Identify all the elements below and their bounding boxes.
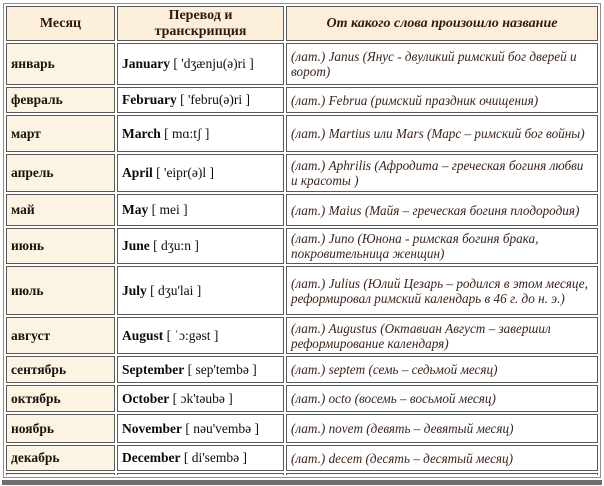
translation-cell [117,87,284,113]
english-name: May [122,202,149,218]
origin-cell: (лат.) Janus (Янус - двуликий римский бог дверей и ворот) [286,43,598,85]
table-row-april [6,154,598,192]
english-name: August [122,327,164,343]
table-row-july [6,266,598,315]
transcription: [ ˈɔ:gəst ] [166,327,219,343]
table-row-june [6,228,598,264]
transcription: [ di'sembə ] [183,450,248,466]
english-name: September [122,361,185,377]
english-name: February [122,92,177,108]
origin-cell: (лат.) Julius (Юлий Цезарь – родился в этом месяце, реформировал римский календарь в 46 г. до н. э.) [286,266,598,315]
transcription: [ 'febru(ə)ri ] [180,92,251,108]
month-cell: октябрь [6,385,115,412]
months-table [3,3,601,478]
transcription: [ dʒu'lai ] [150,282,202,298]
table-row-august [6,317,598,354]
translation-cell [117,154,284,192]
transcription: [ mei ] [151,202,188,218]
header-origin: От какого слова произошло название [286,6,598,41]
transcription: [ ɔk'təubə ] [172,390,233,406]
translation-cell [117,43,284,85]
origin-cell: (лат.) decem (десять – десятый месяц) [286,445,598,471]
partial-clipped-row [6,473,598,475]
translation-cell [117,266,284,315]
origin-cell: (лат.) Juno (Юнона - римская богиня брака, покровительница женщин) [286,228,598,264]
table-row-september [6,356,598,383]
month-cell: ноябрь [6,414,115,443]
english-name: January [122,56,171,72]
english-name: April [122,165,153,181]
translation-cell [117,414,284,443]
partial-cell [6,473,115,475]
month-cell: июнь [6,228,115,264]
origin-cell: (лат.) novem (девять – девятый месяц) [286,414,598,443]
months-etymology-table-page [0,3,604,486]
table-row-may [6,194,598,226]
header-row [6,6,598,41]
transcription: [ mɑ:tʃ ] [164,125,210,141]
english-name: March [122,125,161,141]
translation-cell [117,445,284,471]
table-row-december [6,445,598,471]
translation-cell [117,317,284,354]
partial-cell [117,473,284,475]
origin-cell: (лат.) octo (восемь – восьмой месяц) [286,385,598,412]
english-name: June [122,238,150,254]
month-cell: март [6,115,115,152]
translation-cell [117,228,284,264]
transcription: [ 'dʒænju(ə)ri ] [173,56,254,72]
transcription: [ 'eipr(ə)l ] [156,165,215,181]
origin-cell: (лат.) Februa (римский праздник очищения) [286,87,598,113]
transcription: [ dʒu:n ] [153,238,199,254]
table-row-november [6,414,598,443]
english-name: October [122,390,170,406]
month-cell: июль [6,266,115,315]
month-cell: январь [6,43,115,85]
english-name: July [122,282,147,298]
origin-cell: (лат.) Aphrilis (Афродита – греческая богиня любви и красоты ) [286,154,598,192]
table-row-january [6,43,598,85]
transcription: [ nəu'vembə ] [185,420,260,436]
translation-cell [117,194,284,226]
month-cell: август [6,317,115,354]
table-row-march [6,115,598,152]
origin-cell: (лат.) septem (семь – седьмой месяц) [286,356,598,383]
month-cell: апрель [6,154,115,192]
translation-cell [117,385,284,412]
partial-cell [286,473,598,475]
table-row-february [6,87,598,113]
month-cell: февраль [6,87,115,113]
origin-cell: (лат.) Martius или Mars (Марс – римский бог войны) [286,115,598,152]
origin-cell: (лат.) Augustus (Октавиан Август – завершил реформирование календаря) [286,317,598,354]
header-translation: Перевод и транскрипция [117,6,284,41]
month-cell: сентябрь [6,356,115,383]
transcription: [ sep'tembə ] [187,361,257,377]
month-cell: май [6,194,115,226]
english-name: December [122,450,181,466]
english-name: November [122,420,182,436]
month-cell: декабрь [6,445,115,471]
header-month: Месяц [6,6,115,41]
translation-cell [117,356,284,383]
table-row-october [6,385,598,412]
translation-cell [117,115,284,152]
origin-cell: (лат.) Maius (Майя – греческая богиня плодородия) [286,194,598,226]
